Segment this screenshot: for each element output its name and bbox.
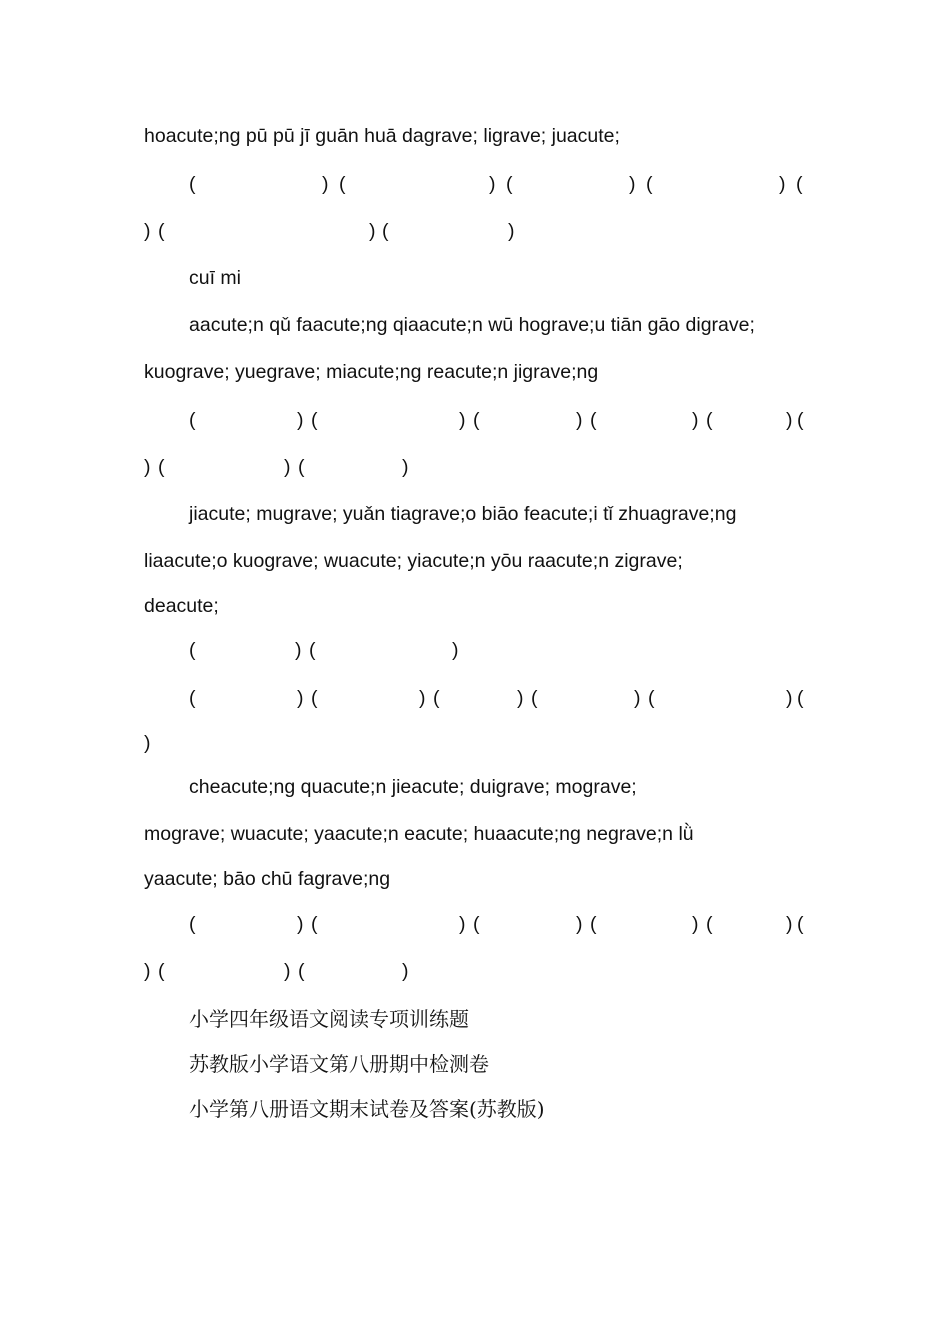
open-paren: ( xyxy=(189,913,196,935)
close-paren: ) xyxy=(295,639,302,661)
open-paren: ( xyxy=(158,456,165,478)
close-paren: ) xyxy=(284,960,291,982)
open-paren: ( xyxy=(311,687,318,709)
open-paren: ( xyxy=(189,409,196,431)
close-paren: ) xyxy=(786,687,793,709)
open-paren: ( xyxy=(796,173,803,195)
close-paren: ) xyxy=(786,913,793,935)
open-paren: ( xyxy=(298,960,305,982)
open-paren: ( xyxy=(706,409,713,431)
close-paren: ) xyxy=(692,409,699,431)
open-paren: ( xyxy=(189,173,196,195)
close-paren: ) xyxy=(144,456,151,478)
close-paren: ) xyxy=(629,173,636,195)
close-paren: ) xyxy=(284,456,291,478)
close-paren: ) xyxy=(369,220,376,242)
open-paren: ( xyxy=(189,687,196,709)
open-paren: ( xyxy=(311,913,318,935)
open-paren: ( xyxy=(473,409,480,431)
close-paren: ) xyxy=(322,173,329,195)
close-paren: ) xyxy=(459,913,466,935)
close-paren: ) xyxy=(402,960,409,982)
close-paren: ) xyxy=(489,173,496,195)
related-link[interactable]: 小学四年级语文阅读专项训练题 xyxy=(189,1007,469,1031)
open-paren: ( xyxy=(797,687,804,709)
open-paren: ( xyxy=(797,913,804,935)
pinyin-line: yaacute; bāo chū fagrave;ng xyxy=(144,868,391,890)
close-paren: ) xyxy=(297,409,304,431)
close-paren: ) xyxy=(634,687,641,709)
close-paren: ) xyxy=(297,913,304,935)
open-paren: ( xyxy=(309,639,316,661)
open-paren: ( xyxy=(473,913,480,935)
close-paren: ) xyxy=(297,687,304,709)
pinyin-line: hoacute;ng pū pū jī guān huā dagrave; ligrave; juacute; xyxy=(144,125,620,147)
pinyin-line: aacute;n qǔ faacute;ng qiaacute;n wū hograve;u tiān gāo digrave; xyxy=(189,314,755,336)
pinyin-line: kuograve; yuegrave; miacute;ng reacute;n jigrave;ng xyxy=(144,361,599,383)
pinyin-line: jiacute; mugrave; yuǎn tiagrave;o biāo feacute;i tǐ zhuagrave;ng xyxy=(189,503,737,525)
open-paren: ( xyxy=(158,960,165,982)
related-link[interactable]: 小学第八册语文期末试卷及答案(苏教版) xyxy=(189,1097,545,1121)
close-paren: ) xyxy=(144,960,151,982)
close-paren: ) xyxy=(144,732,151,754)
open-paren: ( xyxy=(311,409,318,431)
close-paren: ) xyxy=(452,639,459,661)
open-paren: ( xyxy=(531,687,538,709)
pinyin-line: cheacute;ng quacute;n jieacute; duigrave; mograve; xyxy=(189,776,637,798)
open-paren: ( xyxy=(506,173,513,195)
close-paren: ) xyxy=(144,220,151,242)
pinyin-line: cuī mi xyxy=(189,267,242,289)
open-paren: ( xyxy=(590,409,597,431)
open-paren: ( xyxy=(797,409,804,431)
open-paren: ( xyxy=(706,913,713,935)
pinyin-line: mograve; wuacute; yaacute;n eacute; huaacute;ng negrave;n lǜ xyxy=(144,823,694,845)
open-paren: ( xyxy=(382,220,389,242)
close-paren: ) xyxy=(576,409,583,431)
close-paren: ) xyxy=(692,913,699,935)
close-paren: ) xyxy=(779,173,786,195)
close-paren: ) xyxy=(508,220,515,242)
open-paren: ( xyxy=(158,220,165,242)
open-paren: ( xyxy=(339,173,346,195)
related-link[interactable]: 苏教版小学语文第八册期中检测卷 xyxy=(189,1052,489,1076)
close-paren: ) xyxy=(459,409,466,431)
close-paren: ) xyxy=(517,687,524,709)
open-paren: ( xyxy=(298,456,305,478)
open-paren: ( xyxy=(648,687,655,709)
close-paren: ) xyxy=(786,409,793,431)
close-paren: ) xyxy=(419,687,426,709)
pinyin-line: liaacute;o kuograve; wuacute; yiacute;n yōu raacute;n zigrave; xyxy=(144,550,683,572)
open-paren: ( xyxy=(189,639,196,661)
pinyin-line: deacute; xyxy=(144,595,219,617)
open-paren: ( xyxy=(590,913,597,935)
open-paren: ( xyxy=(646,173,653,195)
close-paren: ) xyxy=(576,913,583,935)
close-paren: ) xyxy=(402,456,409,478)
open-paren: ( xyxy=(433,687,440,709)
